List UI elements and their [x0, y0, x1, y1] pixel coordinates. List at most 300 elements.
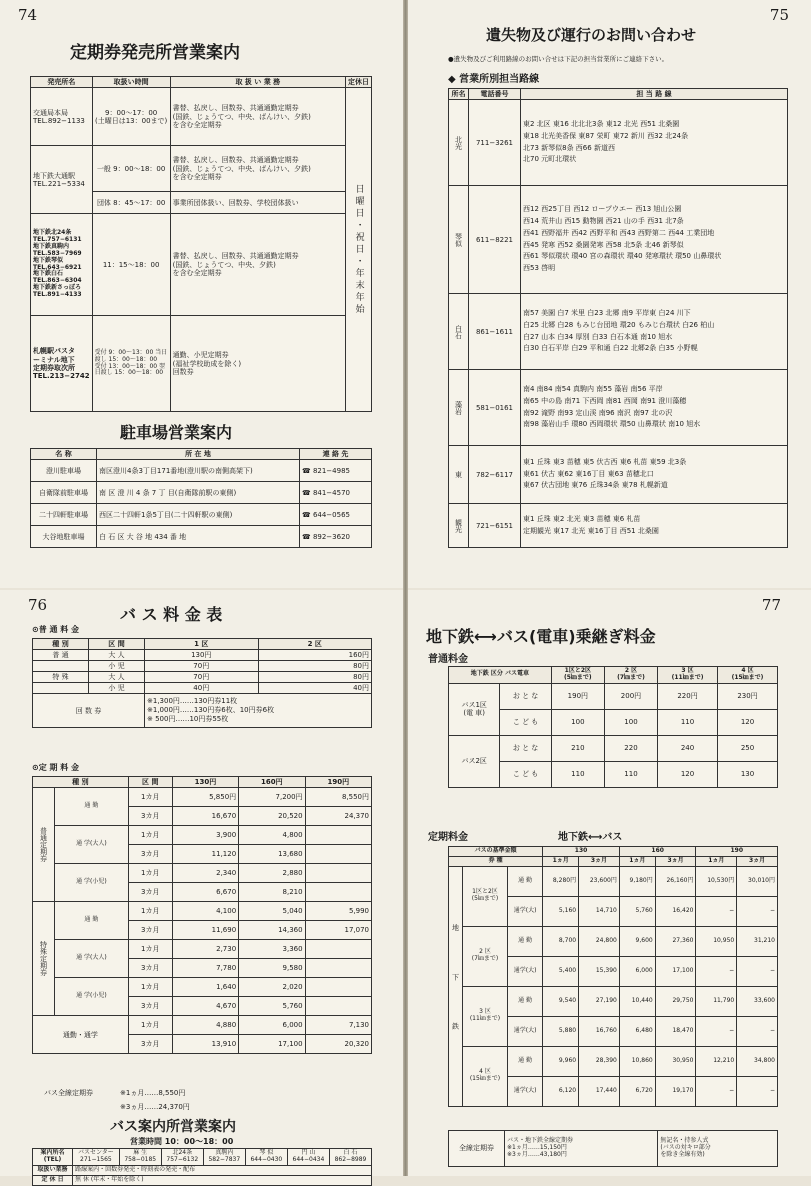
col-header: 地下鉄 区分 バス電車 — [449, 667, 552, 684]
pass-price: 11,120 — [172, 845, 238, 864]
col-header: 発売所名 — [31, 77, 93, 88]
col-header: 160円 — [239, 777, 305, 788]
pass-price: − — [696, 956, 737, 986]
info-value: 無 休 (年末・年始を除く) — [73, 1175, 372, 1185]
transfer-pass-row — [449, 926, 778, 956]
fare-type — [33, 683, 89, 694]
transfer-pass-heading: 定期料金 — [428, 832, 468, 843]
pass-price — [305, 845, 371, 864]
lost-item-note: ●遺失物及びご利用路線のお問い合せは下記の担当営業所にご連絡下さい。 — [448, 55, 669, 63]
pass-price: 14,710 — [579, 896, 620, 926]
fare-value: 160円 — [258, 650, 372, 661]
transfer-value: 130 — [718, 761, 778, 787]
pass-price: 4,100 — [172, 902, 238, 921]
pass-purpose: 通学(大) — [507, 956, 542, 986]
office-name: 観光 — [449, 504, 469, 548]
pass-price: 9,600 — [619, 926, 655, 956]
transfer-class: お と な — [500, 735, 551, 761]
coupon-line: ※1,300円……130円券11枚 — [147, 696, 238, 705]
pass-price: 34,800 — [737, 1046, 778, 1076]
col-header: 2 区 — [258, 639, 372, 650]
col-header: 連 絡 先 — [300, 449, 372, 460]
all-line-price: ※3ヵ月……24,370円 — [120, 1103, 190, 1111]
transfer-pass-row — [449, 1046, 778, 1076]
all-line-label: 全線定期券 — [449, 1131, 505, 1167]
pass-price: 11,690 — [172, 921, 238, 940]
col-header: 3ヵ月 — [579, 856, 620, 866]
pass-period: 1カ月 — [128, 1016, 172, 1035]
office-service: 書替、払戻し、回数券、共通通勤定期券 (国鉄、じょうてつ、中央、ばんけい、夕鉄) を含む全定期券 — [170, 146, 345, 192]
fare-value: 70円 — [145, 672, 259, 683]
pass-price: − — [696, 896, 737, 926]
parking-address: 西区二十四軒1条5丁目(二十四軒駅の東側) — [97, 504, 300, 526]
page-number: 77 — [761, 596, 781, 614]
pass-price: 5,160 — [543, 896, 579, 926]
col-header: 所名 — [449, 89, 469, 100]
pass-price: 10,860 — [619, 1046, 655, 1076]
pass-price — [305, 978, 371, 997]
info-office: 円 山 644−0434 — [287, 1149, 329, 1166]
office-service: 書替、払戻し、回数券、共通通勤定期券 (国鉄、じょうてつ、中央、ばんけい、夕鉄) を含む全定期券 — [170, 88, 345, 146]
fare-class: 大 人 — [89, 650, 145, 661]
office-hours: 11：15〜18：00 — [92, 214, 170, 316]
pass-period: 1カ月 — [128, 826, 172, 845]
office-routes: 東1 丘珠 東2 北光 東3 苗穂 東6 札苗 定期観光 東17 北光 東16丁目 西51 北桑園 — [521, 504, 788, 548]
pass-price: 10,530円 — [696, 866, 737, 896]
pass-price: 17,440 — [579, 1076, 620, 1106]
office-route-table — [448, 88, 788, 548]
pass-price: 17,070 — [305, 921, 371, 940]
pass-price: 19,170 — [655, 1076, 696, 1106]
transfer-zone: バス1区 (電 車) — [449, 683, 500, 735]
pass-price: 5,850円 — [172, 788, 238, 807]
office-name: 琴似 — [449, 186, 469, 294]
col-header: 電話番号 — [469, 89, 521, 100]
coupon-line: ※1,000円……130円券6枚、10円券6枚 — [147, 706, 275, 715]
office-phone: 861−1611 — [469, 294, 521, 370]
pass-price: 8,550円 — [305, 788, 371, 807]
parking-address: 南区澄川4条3丁目171番地(澄川駅の南側高架下) — [97, 460, 300, 482]
pass-price — [305, 997, 371, 1016]
pass-price: 16,670 — [172, 807, 238, 826]
col-header: 2 区 (7㎞まで) — [604, 667, 657, 684]
bus-info-hours: 営業時間 10：00〜18：00 — [130, 1137, 234, 1146]
office-phone: 721−6151 — [469, 504, 521, 548]
info-row — [33, 1175, 372, 1185]
pass-price: − — [696, 1076, 737, 1106]
pass-price: 9,540 — [543, 986, 579, 1016]
transfer-value: 190円 — [551, 683, 604, 709]
pass-price: 29,750 — [655, 986, 696, 1016]
pass-price: 5,990 — [305, 902, 371, 921]
pass-period: 3カ月 — [128, 921, 172, 940]
pass-purpose: 通 勤 — [507, 986, 542, 1016]
info-value: 路線案内・回数券発売・時刻表の発売・配布 — [73, 1165, 372, 1175]
pass-price: 4,880 — [172, 1016, 238, 1035]
pass-price: 31,210 — [737, 926, 778, 956]
bus-info-table — [32, 1148, 372, 1186]
col-header: 名 称 — [31, 449, 97, 460]
office-name: 交通局本局 TEL.892−1133 — [31, 88, 93, 146]
pass-row — [33, 902, 372, 921]
fare-value: 80円 — [258, 672, 372, 683]
pass-price: 10,440 — [619, 986, 655, 1016]
pass-period: 3カ月 — [128, 845, 172, 864]
pass-purpose: 通 勤 — [55, 902, 129, 940]
pass-price: 6,670 — [172, 883, 238, 902]
transfer-value: 100 — [604, 709, 657, 735]
pass-price: 27,360 — [655, 926, 696, 956]
col-header: 190 — [696, 847, 778, 857]
pass-price: 6,480 — [619, 1016, 655, 1046]
col-header: 4 区 (15㎞まで) — [718, 667, 778, 684]
col-header: 所 在 地 — [97, 449, 300, 460]
fare-type — [33, 661, 89, 672]
office-service: 書替、払戻し、回数券、共通通勤定期券 (国鉄、じょうてつ、中央、夕鉄) を含む全定期券 — [170, 214, 345, 316]
pass-price: 5,400 — [543, 956, 579, 986]
pass-period: 1カ月 — [128, 940, 172, 959]
pass-price: − — [737, 956, 778, 986]
parking-name: 二十四軒駐車場 — [31, 504, 97, 526]
pass-price: − — [737, 1076, 778, 1106]
pass-price: 6,000 — [239, 1016, 305, 1035]
pass-price — [305, 883, 371, 902]
all-line-label: バス全線定期券 — [44, 1089, 93, 1097]
office-name: 札幌駅バスタ ーミナル地下 定期券取次所 TEL.213−2742 — [31, 316, 93, 412]
pass-row — [33, 826, 372, 845]
pass-office-title: 定期券発売所営業案内 — [70, 43, 240, 63]
fare-value: 70円 — [145, 661, 259, 672]
fare-value: 40円 — [145, 683, 259, 694]
pass-purpose: 通学(大) — [507, 1016, 542, 1046]
pass-price: 2,020 — [239, 978, 305, 997]
pass-price: 17,100 — [655, 956, 696, 986]
subway-zone: 2 区 (7㎞まで) — [463, 926, 508, 986]
page-74 — [0, 0, 403, 588]
office-service: 通勤、小児定期券 (福祉学校助成を除く) 回数券 — [170, 316, 345, 412]
pass-price: 7,200円 — [239, 788, 305, 807]
office-routes: 西12 西25丁目 西12 ロープウエー 西13 旭山公園 西14 荒井山 西15 動物園 西21 山の手 西31 北7条 西41 西野福井 西42 西野平和 西43 西野第二 西44 工業団地 西45 発寒 西52 桑園発寒 西58 北5条 北46 新琴似 西61 琴似環状 環40 宮の森環状 環40 発寒環状 環50 山鼻環状 西53 啓明 — [521, 186, 788, 294]
fare-value: 40円 — [258, 683, 372, 694]
pass-price: 8,210 — [239, 883, 305, 902]
pass-price: 8,280円 — [543, 866, 579, 896]
parking-address: 白 石 区 大 谷 地 434 番 地 — [97, 526, 300, 548]
pass-row — [33, 940, 372, 959]
office-routes: 東1 丘珠 東3 苗穂 東5 伏古西 東6 札苗 東59 北3条 東61 伏古 東62 東16丁目 東63 苗穂北口 東67 伏古団地 東76 丘珠34条 東78 札幌新道 — [521, 446, 788, 504]
office-phone: 581−0161 — [469, 370, 521, 446]
bus-fare-title: バ ス 料 金 表 — [120, 605, 223, 624]
pass-row — [33, 788, 372, 807]
pass-price: 9,180円 — [619, 866, 655, 896]
office-hours: 団体 8：45〜17：00 — [92, 192, 170, 214]
office-routes: 南57 美園 白7 米里 白23 北郷 南9 平岸東 白24 川下 白25 北郷 白28 もみじ台団地 環20 もみじ台環状 白26 柏山 白27 山本 白34 厚別 白33 白石本通 南10 旭水 白30 白石平岸 白29 平和通 白22 北郷2条 白35 小野幌 — [521, 294, 788, 370]
pass-price: 17,100 — [239, 1035, 305, 1054]
transfer-value: 250 — [718, 735, 778, 761]
pass-price: − — [696, 1016, 737, 1046]
pass-row — [33, 1016, 372, 1035]
col-header: 1区と2区 (5㎞まで) — [551, 667, 604, 684]
col-header: 130円 — [172, 777, 238, 788]
office-phone: 711−3261 — [469, 100, 521, 186]
pass-purpose: 通 勤 — [507, 866, 542, 896]
page-number: 74 — [18, 6, 38, 24]
transfer-pass-row — [449, 986, 778, 1016]
all-line-prices: バス・地下鉄全線定期券 ※1ヵ月……15,150円 ※3ヵ月……43,180円 — [505, 1131, 658, 1167]
pass-purpose: 通 学(大人) — [55, 826, 129, 864]
pass-purpose: 通 学(小児) — [55, 864, 129, 902]
page-77 — [408, 590, 811, 1176]
pass-price: 9,580 — [239, 959, 305, 978]
pass-price: 23,600円 — [579, 866, 620, 896]
col-header: 区 間 — [128, 777, 172, 788]
pass-price: 16,760 — [579, 1016, 620, 1046]
pass-price: 5,040 — [239, 902, 305, 921]
office-service: 事業所団体扱い、回数券、学校団体扱い — [170, 192, 345, 214]
pass-period: 3カ月 — [128, 1035, 172, 1054]
pass-price: 5,880 — [543, 1016, 579, 1046]
office-phone: 782−6117 — [469, 446, 521, 504]
office-name: 地下鉄大通駅 TEL.221−5334 — [31, 146, 93, 214]
office-hours: 9：00〜17：00 (土曜日は13：00まで) — [92, 88, 170, 146]
transfer-value: 120 — [718, 709, 778, 735]
pass-period: 1カ月 — [128, 902, 172, 921]
fare-class: 小 児 — [89, 683, 145, 694]
transfer-value: 110 — [604, 761, 657, 787]
pass-price: 9,960 — [543, 1046, 579, 1076]
pass-price — [305, 959, 371, 978]
pass-price: 2,340 — [172, 864, 238, 883]
office-hours: 一般 9：00〜18：00 — [92, 146, 170, 192]
pass-price: 26,160円 — [655, 866, 696, 896]
pass-price: 20,520 — [239, 807, 305, 826]
transfer-value: 100 — [551, 709, 604, 735]
transfer-zone: バス2区 — [449, 735, 500, 787]
pass-price: 2,880 — [239, 864, 305, 883]
fare-type: 特 殊 — [33, 672, 89, 683]
pass-price: 6,000 — [619, 956, 655, 986]
pass-purpose: 通 学(小児) — [55, 978, 129, 1016]
all-line-note: 無記名・持参人式 (バスの対キロ部分 を除き全線有効) — [658, 1131, 778, 1167]
pass-purpose: 通 勤 — [55, 788, 129, 826]
parking-title: 駐車場営業案内 — [120, 423, 233, 442]
pass-price: − — [737, 896, 778, 926]
pass-price: 18,470 — [655, 1016, 696, 1046]
pass-purpose: 通学(大) — [507, 896, 542, 926]
pass-price: 24,370 — [305, 807, 371, 826]
office-name: 北光 — [449, 100, 469, 186]
page-75 — [408, 0, 811, 588]
pass-price: 4,670 — [172, 997, 238, 1016]
pass-price: 13,680 — [239, 845, 305, 864]
pass-price: 8,700 — [543, 926, 579, 956]
pass-period: 1カ月 — [128, 788, 172, 807]
office-name: 地下鉄北24条 TEL.757−6131 地下鉄真駒内 TEL.583−7969 地下鉄琴似 TEL.643−6921 地下鉄白石 TEL.863−6304 地下鉄新さっぽろ TEL.891−4133 — [31, 214, 93, 316]
subway-side-label: 地 下 鉄 — [449, 866, 463, 1106]
pass-price: 3,360 — [239, 940, 305, 959]
fare-class: 小 児 — [89, 661, 145, 672]
subway-zone: 1区と2区 (5㎞まで) — [463, 866, 508, 926]
pass-price — [305, 826, 371, 845]
col-header: 取扱い時間 — [92, 77, 170, 88]
transfer-value: 230円 — [718, 683, 778, 709]
pass-price — [305, 864, 371, 883]
pass-price: 6,120 — [543, 1076, 579, 1106]
info-office: 麻 生 758−0185 — [119, 1149, 161, 1166]
transfer-value: 120 — [658, 761, 718, 787]
pass-row — [33, 978, 372, 997]
transfer-value: 110 — [551, 761, 604, 787]
pass-price: 28,390 — [579, 1046, 620, 1076]
normal-fare-heading: ⊙普 通 料 金 — [32, 625, 80, 634]
pass-type: 通勤・通学 — [33, 1016, 129, 1054]
col-header: 定休日 — [346, 77, 372, 88]
coupon-line: ※ 500円……10円券55枚 — [147, 715, 229, 724]
page-number: 75 — [769, 6, 789, 24]
pass-price: 3,900 — [172, 826, 238, 845]
parking-phone: ☎ 644−0565 — [300, 504, 372, 526]
col-header: 1ヵ月 — [619, 856, 655, 866]
col-header: 1ヵ月 — [543, 856, 579, 866]
col-header: 種 別 — [33, 639, 89, 650]
subway-zone: 3 区 (11㎞まで) — [463, 986, 508, 1046]
fare-class: 大 人 — [89, 672, 145, 683]
col-header: 190円 — [305, 777, 371, 788]
pass-period: 3カ月 — [128, 883, 172, 902]
pass-price: 33,600 — [737, 986, 778, 1016]
pass-period: 3カ月 — [128, 807, 172, 826]
transfer-value: 110 — [658, 709, 718, 735]
col-header: 130 — [543, 847, 620, 857]
pass-period: 3カ月 — [128, 959, 172, 978]
parking-address: 南 区 澄 川 4 条 7 丁 目(自衛隊前駅の東側) — [97, 482, 300, 504]
transfer-pass-subheading: 地下鉄⟷バス — [558, 832, 623, 843]
pass-price: 5,760 — [619, 896, 655, 926]
page-number: 76 — [28, 596, 48, 614]
pass-price — [305, 940, 371, 959]
page-76 — [0, 590, 403, 1183]
office-route-heading: ◆ 営業所別担当路線 — [448, 74, 540, 85]
transfer-class: こ ど も — [500, 761, 551, 787]
pass-period: 1カ月 — [128, 978, 172, 997]
office-phone: 611−8221 — [469, 186, 521, 294]
info-label: 定 休 日 — [33, 1175, 73, 1185]
subway-zone: 4 区 (15㎞まで) — [463, 1046, 508, 1106]
fare-type: 普 通 — [33, 650, 89, 661]
transfer-value: 200円 — [604, 683, 657, 709]
pass-price: 7,130 — [305, 1016, 371, 1035]
normal-fare-table — [32, 638, 372, 728]
col-header: 1ヵ月 — [696, 856, 737, 866]
parking-name: 大谷地駐車場 — [31, 526, 97, 548]
col-header: 3 区 (11㎞まで) — [658, 667, 718, 684]
transfer-fare-table — [448, 666, 778, 788]
pass-price: 10,950 — [696, 926, 737, 956]
pass-price: 14,360 — [239, 921, 305, 940]
col-header: 取 扱 い 業 務 — [170, 77, 345, 88]
pass-purpose: 通 勤 — [507, 1046, 542, 1076]
pass-type: 特殊定期券 — [33, 902, 55, 1016]
pass-price: 24,800 — [579, 926, 620, 956]
info-office: 白 石 862−8989 — [329, 1149, 371, 1166]
transfer-class: お と な — [500, 683, 551, 709]
coupon-label: 回 数 券 — [33, 694, 145, 728]
pass-purpose: 通学(大) — [507, 1076, 542, 1106]
info-label: 案内所名 (TEL) — [33, 1149, 73, 1166]
pass-purpose: 通 学(大人) — [55, 940, 129, 978]
pass-price: 6,720 — [619, 1076, 655, 1106]
office-routes: 南4 南84 南54 真駒内 南55 藻岩 南56 平岸 南65 中の島 南71 下西岡 南81 西岡 南91 澄川藻穂 南92 滝野 南93 定山渓 南96 南沢 南97 北の沢 南98 藻岩山手 環80 西岡環状 環50 山鼻環状 南10 旭水 — [521, 370, 788, 446]
lost-item-title: 遺失物及び運行のお問い合わせ — [486, 26, 697, 44]
office-routes: 東2 北区 東16 北北北3条 東12 北光 西51 北桑園 東18 北光美香保 東87 栄町 東72 新川 西32 北24条 北73 新琴似8条 西66 新道西 北70 元町北環状 — [521, 100, 788, 186]
pass-fare-table — [32, 776, 372, 1054]
pass-price: 13,910 — [172, 1035, 238, 1054]
parking-table — [30, 448, 372, 548]
transfer-value: 210 — [551, 735, 604, 761]
pass-type: 普通定期券 — [33, 788, 55, 902]
pass-price: 12,210 — [696, 1046, 737, 1076]
pass-purpose: 通 勤 — [507, 926, 542, 956]
pass-period: 1カ月 — [128, 864, 172, 883]
info-office: 琴 似 644−0430 — [245, 1149, 287, 1166]
all-line-price: ※1ヵ月……8,550円 — [120, 1089, 186, 1097]
pass-price: 1,640 — [172, 978, 238, 997]
bus-info-title: バス案内所営業案内 — [110, 1119, 236, 1135]
info-office: 北24条 757−6132 — [161, 1149, 203, 1166]
pass-price: 30,950 — [655, 1046, 696, 1076]
pass-price: − — [737, 1016, 778, 1046]
info-office: バスセンター 271−1565 — [73, 1149, 120, 1166]
col-header: 160 — [619, 847, 696, 857]
transfer-fare-title: 地下鉄⟷バス(電車)乗継ぎ料金 — [426, 627, 656, 646]
col-header: 担 当 路 線 — [521, 89, 788, 100]
pass-fare-heading: ⊙定 期 料 金 — [32, 763, 80, 772]
office-hours: 受付 9：00〜13：00 当日渡し 15：00〜18：00 受付 13：00〜18：00 翌日渡し 15：00〜18：00 — [92, 316, 170, 412]
pass-row — [33, 864, 372, 883]
office-name: 藻岩 — [449, 370, 469, 446]
holiday-cell: 日曜日・祝日・年末年始 — [346, 88, 372, 412]
pass-period: 3カ月 — [128, 997, 172, 1016]
transfer-class: こ ど も — [500, 709, 551, 735]
parking-phone: ☎ 841−4570 — [300, 482, 372, 504]
parking-phone: ☎ 892−3620 — [300, 526, 372, 548]
transfer-pass-row — [449, 866, 778, 896]
col-header: 1 区 — [145, 639, 259, 650]
all-line-pass-table — [448, 1130, 778, 1167]
fare-value: 80円 — [258, 661, 372, 672]
pass-price: 15,390 — [579, 956, 620, 986]
pass-price: 16,420 — [655, 896, 696, 926]
pass-price: 11,790 — [696, 986, 737, 1016]
fare-value: 130円 — [145, 650, 259, 661]
col-header: バスの基準金額 — [449, 847, 543, 857]
pass-price: 2,730 — [172, 940, 238, 959]
pass-office-table — [30, 76, 372, 412]
transfer-pass-table — [448, 846, 778, 1107]
office-name: 白石 — [449, 294, 469, 370]
transfer-value: 220円 — [658, 683, 718, 709]
parking-name: 澄川駐車場 — [31, 460, 97, 482]
pass-price: 30,010円 — [737, 866, 778, 896]
col-header: 3ヵ月 — [655, 856, 696, 866]
col-header: 区 間 — [89, 639, 145, 650]
pass-price: 27,190 — [579, 986, 620, 1016]
transfer-value: 240 — [658, 735, 718, 761]
col-header: 券 種 — [449, 856, 543, 866]
pass-price: 7,780 — [172, 959, 238, 978]
col-header: 種 別 — [33, 777, 129, 788]
info-label: 取扱い業務 — [33, 1165, 73, 1175]
pass-price: 20,320 — [305, 1035, 371, 1054]
